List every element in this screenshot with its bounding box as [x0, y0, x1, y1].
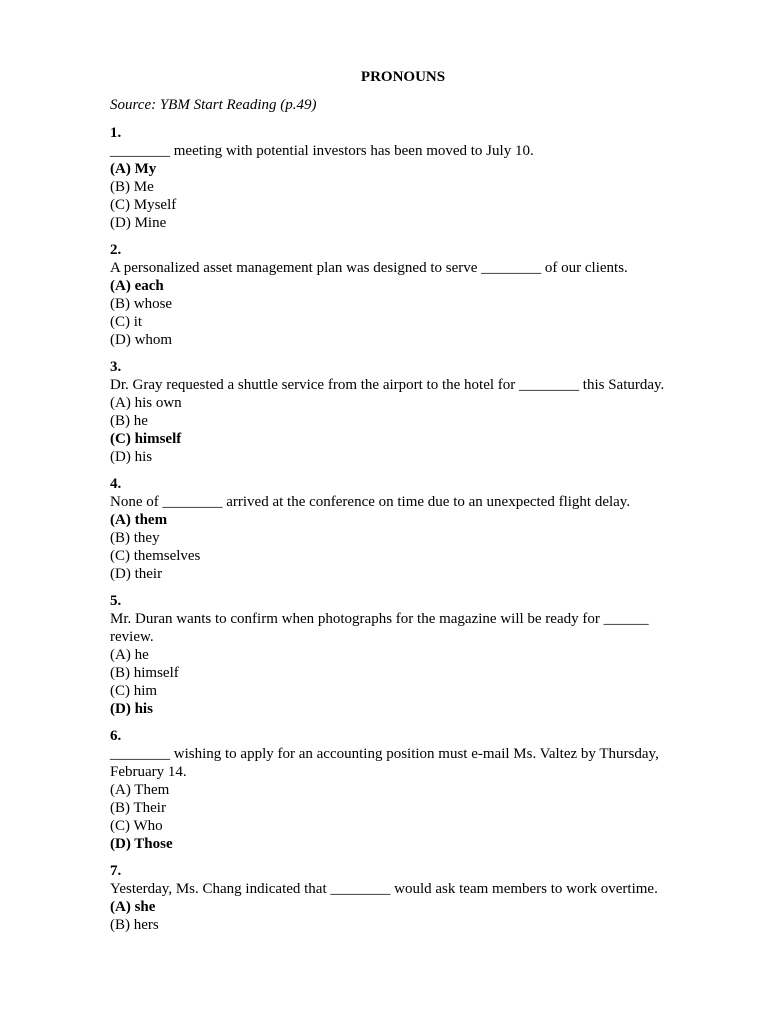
answer-option-correct: (D) his	[110, 701, 153, 717]
question-number: 3.	[110, 359, 122, 375]
answer-option-correct: (C) himself	[110, 431, 182, 447]
answer-option: (B) himself	[110, 665, 179, 681]
answer-option: (A) his own	[110, 395, 182, 411]
source-citation: Source: YBM Start Reading (p.49)	[110, 97, 317, 113]
answer-option-correct: (A) each	[110, 278, 164, 294]
answer-option: (C) themselves	[110, 548, 201, 564]
question-item	[110, 862, 690, 934]
question-item	[110, 124, 690, 232]
question-item	[110, 358, 690, 466]
answer-option: (B) he	[110, 413, 148, 429]
question-number: 7.	[110, 863, 122, 879]
question-text: ________ wishing to apply for an accounting position must e-mail Ms. Valtez by Thursday, February 14.	[110, 746, 659, 780]
answer-option: (B) Their	[110, 800, 166, 816]
answer-option-correct: (A) My	[110, 161, 157, 177]
answer-option: (C) Myself	[110, 197, 177, 213]
question-number: 4.	[110, 476, 122, 492]
answer-option: (C) him	[110, 683, 158, 699]
answer-option-correct: (A) she	[110, 899, 156, 915]
answer-option: (B) whose	[110, 296, 173, 312]
answer-option: (B) Me	[110, 179, 154, 195]
answer-option: (C) it	[110, 314, 143, 330]
question-number: 2.	[110, 242, 122, 258]
answer-option: (B) hers	[110, 917, 159, 933]
answer-option: (C) Who	[110, 818, 163, 834]
answer-option: (D) his	[110, 449, 153, 465]
question-text: ________ meeting with potential investors has been moved to July 10.	[110, 143, 534, 159]
answer-option: (B) they	[110, 530, 160, 546]
answer-option: (A) Them	[110, 782, 170, 798]
question-number: 6.	[110, 728, 122, 744]
answer-option: (D) Mine	[110, 215, 167, 231]
answer-option-correct: (D) Those	[110, 836, 173, 852]
page-title: PRONOUNS	[360, 69, 446, 85]
answer-option: (D) their	[110, 566, 163, 582]
answer-option: (A) he	[110, 647, 149, 663]
question-text: None of ________ arrived at the conference on time due to an unexpected flight delay.	[110, 494, 631, 510]
question-text: Mr. Duran wants to confirm when photographs for the magazine will be ready for ______ review.	[110, 611, 649, 645]
question-item	[110, 727, 690, 853]
question-text: Yesterday, Ms. Chang indicated that ________ would ask team members to work overtime.	[110, 881, 658, 897]
question-item	[110, 475, 690, 583]
question-item	[110, 592, 690, 718]
question-number: 1.	[110, 125, 122, 141]
question-number: 5.	[110, 593, 122, 609]
document-page	[110, 68, 690, 943]
answer-option: (D) whom	[110, 332, 173, 348]
question-list	[110, 124, 690, 934]
question-text: A personalized asset management plan was designed to serve ________ of our clients.	[110, 260, 628, 276]
question-text: Dr. Gray requested a shuttle service from the airport to the hotel for ________ this Saturday.	[110, 377, 665, 393]
answer-option-correct: (A) them	[110, 512, 168, 528]
question-item	[110, 241, 690, 349]
